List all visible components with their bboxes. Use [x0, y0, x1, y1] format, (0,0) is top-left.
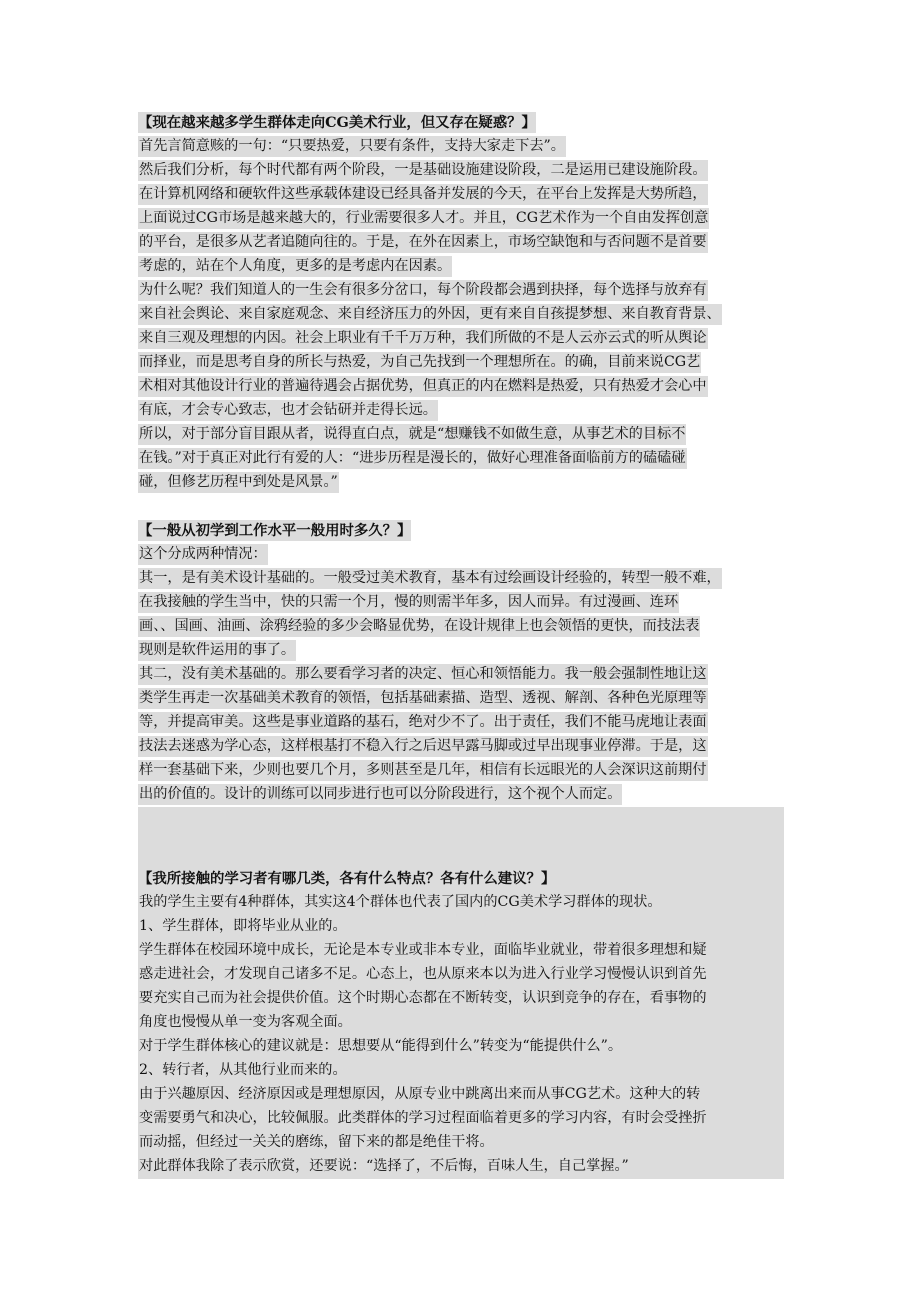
section-heading: 【我所接触的学习者有哪几类，各有什么特点？各有什么建议？】 — [138, 870, 556, 887]
paragraph-line: 有底，才会专心致志，也才会钻研并走得长远。 — [138, 399, 784, 423]
paragraph-line: 来自社会舆论、来自家庭观念、来自经济压力的外因，更有来自自孩提梦想、来自教育背景、 — [138, 303, 784, 327]
paragraph-line: 的平台，是很多从艺者追随向往的。于是，在外在因素上，市场空缺饱和与否问题不是首要 — [138, 231, 784, 255]
paragraph-line: 术相对其他设计行业的普遍待遇会占据优势，但真正的内在燃料是热爱，只有热爱才会心中 — [138, 375, 784, 399]
paragraph-line: 碰，但修艺历程中到处是风景。” — [138, 471, 784, 495]
paragraph-line: 对于学生群体核心的建议就是：思想要从“能得到什么”转变为“能提供什么”。 — [139, 1038, 623, 1054]
paragraph-line: 而动摇，但经过一关关的磨练，留下来的都是绝佳干将。 — [139, 1134, 494, 1150]
paragraph-line: 2、转行者，从其他行业而来的。 — [139, 1062, 347, 1078]
paragraph-line: 要充实自己而为社会提供价值。这个时期心态都在不断转变，认识到竞争的存在，看事物的 — [139, 990, 707, 1006]
paragraph-line: 其二，没有美术基础的。那么要看学习者的决定、恒心和领悟能力。我一般会强制性地让这 — [138, 663, 784, 687]
paragraph-line: 所以，对于部分盲目跟从者，说得直白点，就是“想赚钱不如做生意，从事艺术的目标不 — [138, 423, 784, 447]
paragraph-line: 出的价值的。设计的训练可以同步进行也可以分阶段进行，这个视个人而定。 — [138, 783, 784, 807]
paragraph-line: 上面说过CG市场是越来越大的，行业需要很多人才。并且，CG艺术作为一个自由发挥创意 — [138, 207, 784, 231]
paragraph-line: 在钱。”对于真正对此行有爱的人：“进步历程是漫长的，做好心理准备面临前方的磕磕碰 — [138, 447, 784, 471]
paragraph-line: 这个分成两种情况： — [138, 543, 784, 567]
section-learner-types — [138, 867, 784, 1179]
paragraph-line: 来自三观及理想的内因。社会上职业有千千万万种，我们所做的不是人云亦云式的听从舆论 — [138, 327, 784, 351]
paragraph-line: 1、学生群体，即将毕业从业的。 — [139, 918, 347, 934]
paragraph-line: 在计算机网络和硬软件这些承载体建设已经具备并发展的今天，在平台上发挥是大势所趋， — [138, 183, 784, 207]
document-page — [138, 111, 784, 1179]
paragraph-line: 在我接触的学生当中，快的只需一个月，慢的则需半年多，因人而异。有过漫画、连环 — [138, 591, 784, 615]
section-cg-trend — [138, 111, 784, 495]
section-learning-time — [138, 519, 784, 807]
paragraph-line: 画、、国画、油画、涂鸦经验的多少会略显优势，在设计规律上也会领悟的更快，而技法表 — [138, 615, 784, 639]
paragraph-line: 样一套基础下来，少则也要几个月，多则甚至是几年，相信有长远眼光的人会深识这前期付 — [138, 759, 784, 783]
paragraph-line: 现则是软件运用的事了。 — [138, 639, 784, 663]
section-gap — [138, 495, 784, 519]
paragraph-line: 惑走进社会，才发现自己诸多不足。心态上，也从原来本以为进入行业学习慢慢认识到首先 — [139, 966, 707, 982]
paragraph-line: 技法去迷惑为学心态，这样根基打不稳入行之后迟早露马脚或过早出现事业停滞。于是，这 — [138, 735, 784, 759]
paragraph-line: 变需要勇气和决心，比较佩服。此类群体的学习过程面临着更多的学习内容，有时会受挫折 — [139, 1110, 707, 1126]
paragraph-line: 然后我们分析，每个时代都有两个阶段，一是基础设施建设阶段，二是运用已建设施阶段。 — [138, 159, 784, 183]
paragraph-line: 为什么呢？我们知道人的一生会有很多分岔口，每个阶段都会遇到抉择，每个选择与放弃有 — [138, 279, 784, 303]
paragraph-line: 角度也慢慢从单一变为客观全面。 — [139, 1014, 352, 1030]
paragraph-line: 等，并提高审美。这些是事业道路的基石，绝对少不了。出于责任，我们不能马虎地让表面 — [138, 711, 784, 735]
blank-highlight-block — [138, 807, 784, 867]
section-heading: 【现在越来越多学生群体走向CG美术行业，但又存在疑惑？】 — [138, 114, 536, 131]
section-heading: 【一般从初学到工作水平一般用时多久？】 — [138, 522, 412, 539]
paragraph-line: 对此群体我除了表示欣赏，还要说：“选择了，不后悔，百味人生，自己掌握。” — [139, 1158, 629, 1174]
paragraph-line: 学生群体在校园环境中成长，无论是本专业或非本专业，面临毕业就业，带着很多理想和疑 — [139, 942, 707, 958]
paragraph-line: 而择业，而是思考自身的所长与热爱，为自己先找到一个理想所在。的确，目前来说CG艺 — [138, 351, 784, 375]
paragraph-line: 考虑的，站在个人角度，更多的是考虑内在因素。 — [138, 255, 784, 279]
paragraph-line: 首先言简意赅的一句：“只要热爱，只要有条件，支持大家走下去”。 — [138, 135, 784, 159]
paragraph-line: 我的学生主要有4种群体，其实这4个群体也代表了国内的CG美术学习群体的现状。 — [139, 894, 662, 910]
paragraph-line: 类学生再走一次基础美术教育的领悟，包括基础素描、造型、透视、解剖、各种色光原理等 — [138, 687, 784, 711]
paragraph-line: 其一，是有美术设计基础的。一般受过美术教育，基本有过绘画设计经验的，转型一般不难， — [138, 567, 784, 591]
paragraph-line: 由于兴趣原因、经济原因或是理想原因，从原专业中跳离出来而从事CG艺术。这种大的转 — [139, 1086, 701, 1102]
